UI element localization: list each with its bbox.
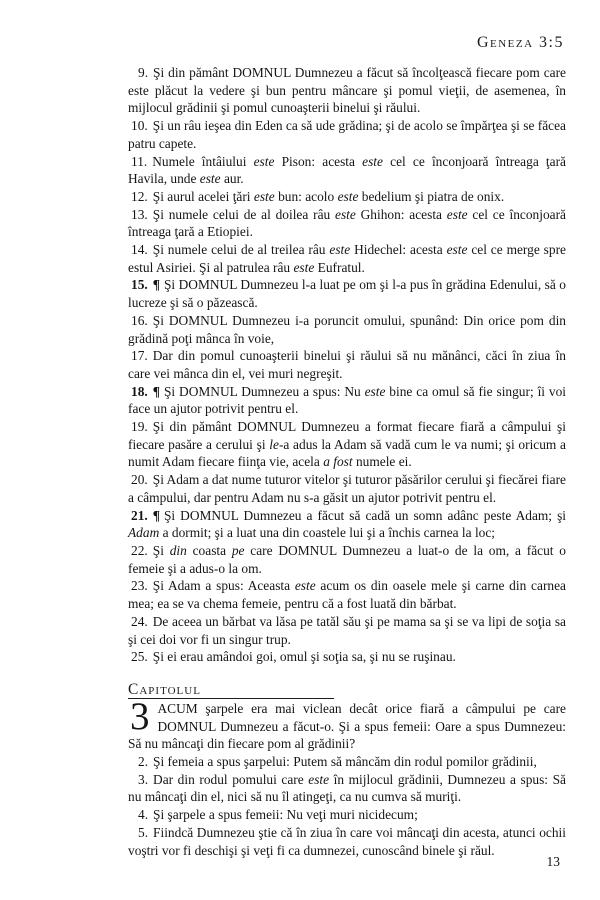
verse-number: 5.: [138, 824, 149, 840]
verse-text: acum os din oasele mele şi carne din carnea mea; ea se va chema femeie, pentru că a fost luată din bărbat.: [128, 578, 566, 612]
verse-number: 4.: [138, 807, 149, 823]
verse-text: -a adus la Adam să vadă cum le va numi; şi oricum a numit Adam fiecare fiinţa vie, acela: [128, 436, 567, 470]
verse: [128, 241, 566, 276]
chapter-3-verses: [128, 694, 566, 859]
verse-text: Şi Adam a dat nume tuturor vitelor şi tuturor păsărilor cerului şi fiecărei fiare a câmpului, dar pentru Adam nu s-a găsit un ajutor potrivit pentru el.: [128, 472, 566, 505]
verse: [128, 507, 566, 542]
verse-text: Dar din pomul cunoaşterii binelui şi răului să nu mănânci, căci în ziua în care vei mânca din el, vei muri negreşit.: [128, 348, 566, 381]
verse-text: Şi numele celui de al treilea râu: [152, 242, 330, 258]
verse: [128, 694, 566, 753]
chapter-heading-label: Capitolul: [128, 680, 201, 698]
verse-text: cel ce merge spre estul Asiriei. Şi al patrulea râu: [128, 242, 566, 275]
verse: [128, 613, 566, 648]
verse: [128, 117, 566, 152]
verse-text: numele ei.: [352, 454, 412, 470]
supplied-word-italic: este: [446, 206, 468, 222]
verse: [128, 206, 566, 241]
verse-text: De aceea un bărbat va lăsa pe tatăl său şi pe mama sa şi se va lipi de soţia sa şi cei doi vor fi un singur trup.: [128, 613, 566, 647]
verse-text: Ghihon: acesta: [355, 206, 447, 222]
verse: [128, 824, 566, 859]
verse: [128, 312, 566, 347]
verse-text: Fiindcă Dumnezeu ştie că în ziua în care voi mâncaţi din acesta, atunci ochii voştri vor fi deschişi şi veţi fi ca dumnezei, cunoscând binele şi răul.: [128, 824, 566, 858]
verse-text: cel ce înconjoară întreaga ţară Havila, unde: [128, 153, 566, 187]
scripture-text: [128, 64, 566, 859]
supplied-word-italic: este: [364, 383, 386, 399]
verse: [128, 648, 566, 666]
verse-text: care DOMNUL Dumnezeu a luat-o de la om, a făcut o femeie şi a adus-o la om.: [128, 542, 567, 576]
verse-text: Şi DOMNUL Dumnezeu i-a poruncit omului, spunând: Din orice pom din grădină poţi mânca în voie,: [128, 312, 566, 346]
supplied-word-italic: este: [253, 188, 275, 204]
verse-text: Numele întâiului: [152, 153, 254, 169]
verse-number: 11.: [131, 153, 148, 169]
verse: [128, 153, 566, 188]
supplied-word-italic: le: [269, 436, 279, 452]
verse: [128, 418, 566, 471]
verse-text: Şi şarpele a spus femeii: Nu veţi muri nicidecum;: [153, 807, 418, 823]
verse-text: Şi DOMNUL Dumnezeu a făcut să cadă un somn adânc peste Adam; şi: [163, 507, 566, 523]
verse-text: Şi DOMNUL Dumnezeu l-a luat pe om şi l-a pus în grădina Edenului, să o lucreze şi să o păzească.: [128, 277, 566, 311]
pilcrow-mark: ¶: [152, 507, 160, 523]
verse-text: Şi numele celui de al doilea râu: [152, 206, 335, 222]
verse-text: în mijlocul grădinii, Dumnezeu a spus: Să nu mâncaţi din el, nici să nu îl atingeţi, ca nu cumva să muriţi.: [128, 771, 566, 805]
verse-number: 2.: [138, 754, 149, 770]
verse-text: cel ce înconjoară întreaga ţară a Etiopiei.: [128, 206, 566, 240]
supplied-word-italic: este: [253, 153, 275, 169]
verse-number: 16.: [131, 312, 148, 328]
supplied-word-italic: este: [293, 259, 315, 275]
verse-number: 13.: [131, 206, 148, 222]
verse-text: Şi din pământ DOMNUL Dumnezeu a format fiecare fiară a câmpului şi fiecare pasăre a cerului şi: [128, 419, 566, 452]
chapter-2-verses: [128, 64, 566, 666]
verse-number: 20.: [131, 472, 148, 488]
verse-text: aur.: [220, 171, 244, 187]
verse: [128, 753, 566, 771]
pilcrow-mark: ¶: [152, 383, 160, 399]
running-header: Geneza 3:5: [476, 34, 564, 51]
verse-number: 21.: [131, 507, 148, 523]
verse-text: bine ca omul să fie singur; îi voi face un ajutor potrivit pentru el.: [128, 383, 567, 417]
verse-text: Şi femeia a spus şarpelui: Putem să mâncăm din rodul pomilor grădinii,: [153, 754, 537, 770]
supplied-word-italic: este: [362, 153, 383, 169]
supplied-word-italic: este: [337, 188, 359, 204]
verse-number: 17.: [131, 348, 148, 364]
supplied-word-italic: este: [199, 171, 221, 187]
verse-text: Dar din rodul pomului care: [153, 771, 309, 787]
verse: [128, 577, 566, 612]
chapter-number-drop-cap: 3: [130, 694, 150, 738]
verse-text: Pison: acesta: [274, 153, 363, 169]
verse: [128, 188, 566, 206]
verse-number: 25.: [131, 649, 148, 665]
verse-text: Şi un râu ieşea din Eden ca să ude grădina; şi de acolo se împărţea şi se făcea patru capete.: [128, 118, 566, 151]
page-number: 13: [546, 854, 560, 869]
verse-text: bun: acolo: [274, 188, 338, 204]
supplied-word-italic: din: [169, 542, 187, 558]
verse-number: 19.: [131, 419, 148, 435]
verse: [128, 64, 566, 117]
supplied-word-italic: pe: [231, 542, 245, 558]
verse-text: Şi DOMNUL Dumnezeu a spus: Nu: [163, 383, 365, 399]
supplied-word-italic: este: [308, 771, 330, 787]
supplied-word-italic: a fost: [323, 454, 353, 470]
verse: [128, 806, 566, 824]
verse: [128, 471, 566, 506]
chapter-heading: [128, 681, 334, 699]
verse-number: 23.: [131, 578, 148, 594]
verse-number: 12.: [131, 188, 148, 204]
verse-text: a dormit; şi a luat una din coastele lui şi a închis carnea la loc;: [159, 525, 496, 541]
verse-number: 10.: [131, 118, 148, 134]
verse-text: Şi: [152, 542, 170, 558]
verse-number: 14.: [131, 242, 148, 258]
verse-number: 9.: [138, 65, 149, 80]
supplied-word-italic: este: [294, 578, 316, 594]
verse: [128, 276, 566, 311]
supplied-word-italic: Adam: [128, 525, 160, 541]
supplied-word-italic: este: [446, 242, 468, 258]
verse-number: 15.: [131, 277, 148, 293]
verse-number: 3.: [138, 771, 149, 787]
verse-text: coasta: [186, 542, 232, 558]
supplied-word-italic: este: [329, 242, 351, 258]
verse-number: 22.: [131, 542, 148, 558]
verse-text: Şi Adam a spus: Aceasta: [152, 578, 295, 594]
verse: [128, 771, 566, 806]
verse-text: Şi din pământ DOMNUL Dumnezeu a făcut să încolţească fiecare pom care este plăcut la vedere şi bun pentru mâncare şi pomul vieţii, de asemenea, în mijlocul grădinii şi pomul cunoaşterii binelui şi răului.: [128, 65, 566, 116]
verse-text: Şi aurul acelei ţări: [152, 188, 254, 204]
verse-text: ACUM şarpele era mai viclean decât orice fiară a câmpului pe care DOMNUL Dumnezeu a făcut-o. Şi a spus femeii: Oare a spus Dumnezeu: Să nu mâncaţi din fiecare pom al grădinii?: [128, 700, 566, 752]
verse-text: bedelium şi piatra de onix.: [358, 188, 505, 204]
verse-number: 18.: [131, 383, 148, 399]
verse: [128, 383, 566, 418]
pilcrow-mark: ¶: [152, 277, 160, 293]
verse: [128, 347, 566, 382]
verse-text: Hidechel: acesta: [350, 242, 447, 258]
verse-number: 24.: [131, 613, 148, 629]
verse-text: Eufratul.: [314, 259, 365, 275]
supplied-word-italic: este: [335, 206, 356, 222]
verse-text: Şi ei erau amândoi goi, omul şi soţia sa, şi nu se ruşinau.: [152, 649, 456, 665]
verse: [128, 542, 566, 577]
